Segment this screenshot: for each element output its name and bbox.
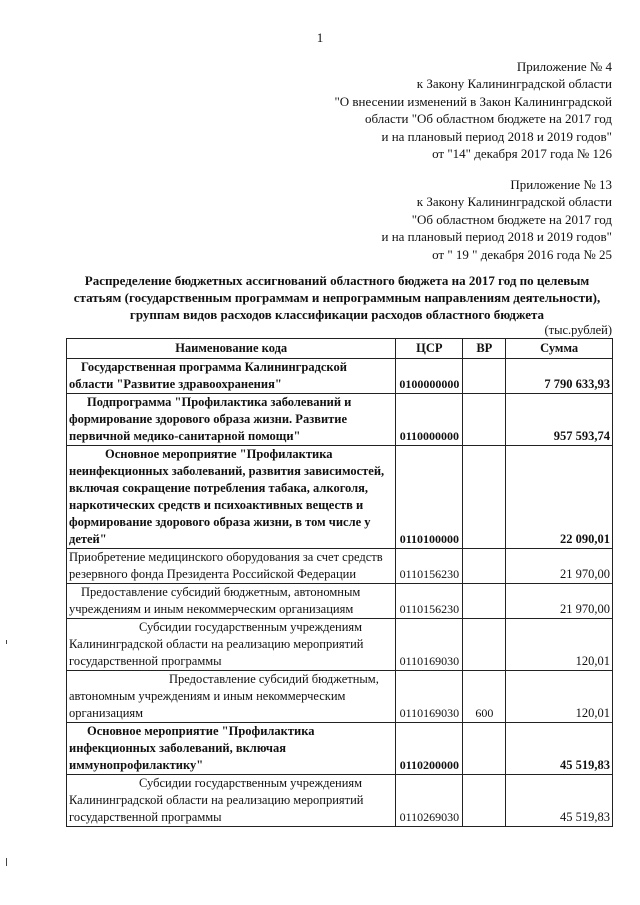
page-number: 1 [316, 30, 324, 45]
table-row [67, 723, 613, 775]
table-row [67, 671, 613, 723]
row-name: Предоставление субсидий бюджетным, автономным учреждениям и иным некоммерческим организациям [69, 585, 361, 616]
appendix-4-line: "О внесении изменений в Закон Калининградской [334, 93, 612, 109]
appendix-13-line: к Закону Калининградской области [416, 194, 612, 210]
margin-mark [6, 858, 7, 866]
row-csr-code: 0110169030 [396, 671, 463, 723]
appendix-4-line: от "14" декабря 2017 года № 126 [432, 146, 612, 162]
row-vr-code: 600 [463, 671, 506, 723]
appendix-13-header [381, 176, 612, 263]
row-name-cell [67, 446, 396, 549]
table-row [67, 619, 613, 671]
appendix-4-line: к Закону Калининградской области [416, 76, 612, 92]
margin-mark [6, 640, 7, 644]
row-csr-code: 0110269030 [396, 775, 463, 827]
table-row [67, 359, 613, 394]
row-sum: 7 790 633,93 [506, 359, 613, 394]
row-sum: 22 090,01 [506, 446, 613, 549]
row-sum: 957 593,74 [506, 394, 613, 446]
row-sum: 45 519,83 [506, 775, 613, 827]
table-row [67, 775, 613, 827]
row-csr-code: 0110156230 [396, 584, 463, 619]
row-name-cell [67, 723, 396, 775]
table-row [67, 446, 613, 549]
row-vr-code [463, 359, 506, 394]
row-name: Субсидии государственным учреждениям Калининградской области на реализацию мероприятий государственной программы [69, 776, 364, 824]
row-name-cell [67, 775, 396, 827]
row-name: Государственная программа Калининградской области "Развитие здравоохранения" [69, 360, 347, 391]
table-row [67, 394, 613, 446]
header-sum: Сумма [506, 339, 613, 359]
table-header-row [67, 339, 613, 359]
row-vr-code [463, 619, 506, 671]
row-vr-code [463, 584, 506, 619]
appendix-4-line: области "Об областном бюджете на 2017 год [365, 111, 612, 127]
appendix-13-line: от " 19 " декабря 2016 года № 25 [432, 246, 612, 262]
row-name-cell [67, 359, 396, 394]
document-title: Распределение бюджетных ассигнований областного бюджета на 2017 год по целевым статьям (государственным программам и непрограммным направлениям деятельности), группам видов расходов классификации расходов областного бюджета [73, 273, 601, 322]
row-name: Подпрограмма "Профилактика заболеваний и формирование здорового образа жизни. Развитие первичной медико-санитарной помощи" [69, 395, 352, 443]
table-body [67, 359, 613, 827]
appendix-4-line: и на плановый период 2018 и 2019 годов" [381, 128, 612, 144]
header-vr: ВР [463, 339, 506, 359]
appendix-4-line: Приложение № 4 [516, 59, 612, 74]
units-label: (тыс.рублей) [544, 323, 612, 337]
row-sum: 21 970,00 [506, 549, 613, 584]
row-name-cell [67, 549, 396, 584]
row-sum: 21 970,00 [506, 584, 613, 619]
row-vr-code [463, 446, 506, 549]
table-row [67, 549, 613, 584]
row-name-cell [67, 671, 396, 723]
row-csr-code: 0110100000 [396, 446, 463, 549]
row-name-cell [67, 619, 396, 671]
row-csr-code: 0110000000 [396, 394, 463, 446]
row-vr-code [463, 723, 506, 775]
row-name: Предоставление субсидий бюджетным, автономным учреждениям и иным некоммерческим организациям [69, 672, 379, 720]
row-csr-code: 0110200000 [396, 723, 463, 775]
row-csr-code: 0100000000 [396, 359, 463, 394]
header-csr: ЦСР [396, 339, 463, 359]
row-sum: 45 519,83 [506, 723, 613, 775]
appendix-13-line: и на плановый период 2018 и 2019 годов" [381, 229, 612, 245]
table-row [67, 584, 613, 619]
row-name: Приобретение медицинского оборудования за счет средств резервного фонда Президента Российской Федерации [69, 550, 383, 581]
row-sum: 120,01 [506, 619, 613, 671]
appendix-4-header [334, 58, 612, 162]
row-csr-code: 0110156230 [396, 549, 463, 584]
row-name: Основное мероприятие "Профилактика неинфекционных заболеваний, развития зависимостей, включая сокращение потребления табака, алкоголя, наркотических средств и психоактивных веществ и формирование здорового образа жизни, в том числе у детей" [69, 447, 385, 546]
row-name-cell [67, 584, 396, 619]
budget-table [66, 338, 613, 827]
header-name: Наименование кода [67, 339, 396, 359]
row-sum: 120,01 [506, 671, 613, 723]
row-vr-code [463, 775, 506, 827]
row-vr-code [463, 394, 506, 446]
row-name-cell [67, 394, 396, 446]
row-csr-code: 0110169030 [396, 619, 463, 671]
appendix-13-line: Приложение № 13 [510, 177, 612, 192]
row-name: Основное мероприятие "Профилактика инфекционных заболеваний, включая иммунопрофилактику" [69, 724, 315, 772]
row-vr-code [463, 549, 506, 584]
appendix-13-line: "Об областном бюджете на 2017 год [411, 211, 612, 227]
row-name: Субсидии государственным учреждениям Калининградской области на реализацию мероприятий государственной программы [69, 620, 364, 668]
